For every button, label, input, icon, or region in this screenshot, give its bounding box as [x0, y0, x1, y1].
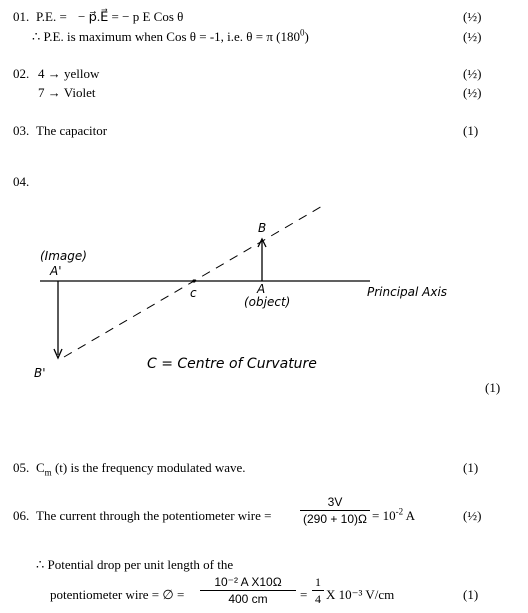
q6-frac2-num: 10⁻² A X10Ω — [214, 575, 282, 589]
q1-mark-2: (½) — [463, 29, 482, 44]
q4-number: 04. — [13, 174, 30, 189]
q6-equals: = — [300, 587, 308, 602]
q5-mark: (1) — [463, 460, 479, 475]
q6-result — [372, 506, 416, 523]
q4-mark: (1) — [485, 380, 501, 395]
q6-frac3-den: 4 — [315, 592, 321, 606]
diagram-caption: C = Centre of Curvature — [147, 356, 317, 372]
q1-number: 01. — [13, 9, 30, 24]
centre-point — [192, 279, 195, 282]
b-point-label: B — [258, 221, 267, 235]
q3-number: 03. — [13, 123, 30, 138]
q5-text-pre: C — [36, 460, 45, 475]
q5-number: 05. — [13, 460, 30, 475]
q1-expression: − p⃗.E⃗ = − p E Cos θ — [78, 9, 184, 24]
object-label: (object) — [244, 295, 291, 309]
q5-text-post: (t) is the frequency modulated wave. — [51, 460, 246, 475]
a-point-label: A — [257, 282, 266, 296]
q1-mark-1: (½) — [463, 9, 482, 24]
q2-mark-2: (½) — [463, 85, 482, 100]
q6-mark: (½) — [463, 508, 482, 523]
image-label: (Image) — [40, 249, 87, 263]
q2-line2: 7 → Violet — [38, 85, 96, 100]
q5-text — [36, 460, 246, 478]
b-prime-label: B' — [34, 366, 46, 380]
q1-line2 — [32, 27, 309, 44]
q6-frac-num: 3V — [327, 495, 343, 509]
q2-line1: 4 → yellow — [38, 66, 100, 81]
q5-text-sub: m — [44, 467, 52, 478]
q6-text: The current through the potentiometer wire = — [36, 508, 272, 523]
q1-line2-text: ∴ P.E. is maximum when Cos θ = -1, i.e. θ = π (180 — [32, 29, 300, 44]
q6-frac3-num: 1 — [315, 575, 321, 589]
q6-frac2-den: 400 cm — [228, 592, 268, 606]
q6-result-sup: -2 — [395, 506, 404, 517]
q1-line2-end: ) — [304, 29, 309, 44]
q6-fraction-3 — [312, 576, 324, 605]
q6-result-pre: = 10 — [372, 508, 396, 523]
q6-fraction — [300, 496, 370, 525]
q2-number: 02. — [13, 66, 30, 81]
a-prime-label: A' — [50, 264, 62, 278]
c-point-label: c — [190, 286, 197, 300]
q6-number: 06. — [13, 508, 30, 523]
principal-axis-label: Principal Axis — [367, 285, 448, 299]
q1-line2-sup: 0 — [300, 27, 305, 38]
q6-line2: ∴ Potential drop per unit length of the — [36, 557, 234, 572]
q6-fraction-2 — [200, 576, 296, 605]
q6-tail: X 10⁻³ V/cm — [326, 587, 395, 602]
q3-text: The capacitor — [36, 123, 108, 138]
q3-mark: (1) — [463, 123, 479, 138]
q6-line3: potentiometer wire = ∅ = — [50, 587, 185, 602]
q6-mark-2: (1) — [463, 587, 479, 602]
q1-pe-label: P.E. = — [36, 9, 67, 24]
q6-frac-den: (290 + 10)Ω — [302, 512, 367, 526]
q2-mark-1: (½) — [463, 66, 482, 81]
q6-result-post: A — [403, 508, 416, 523]
